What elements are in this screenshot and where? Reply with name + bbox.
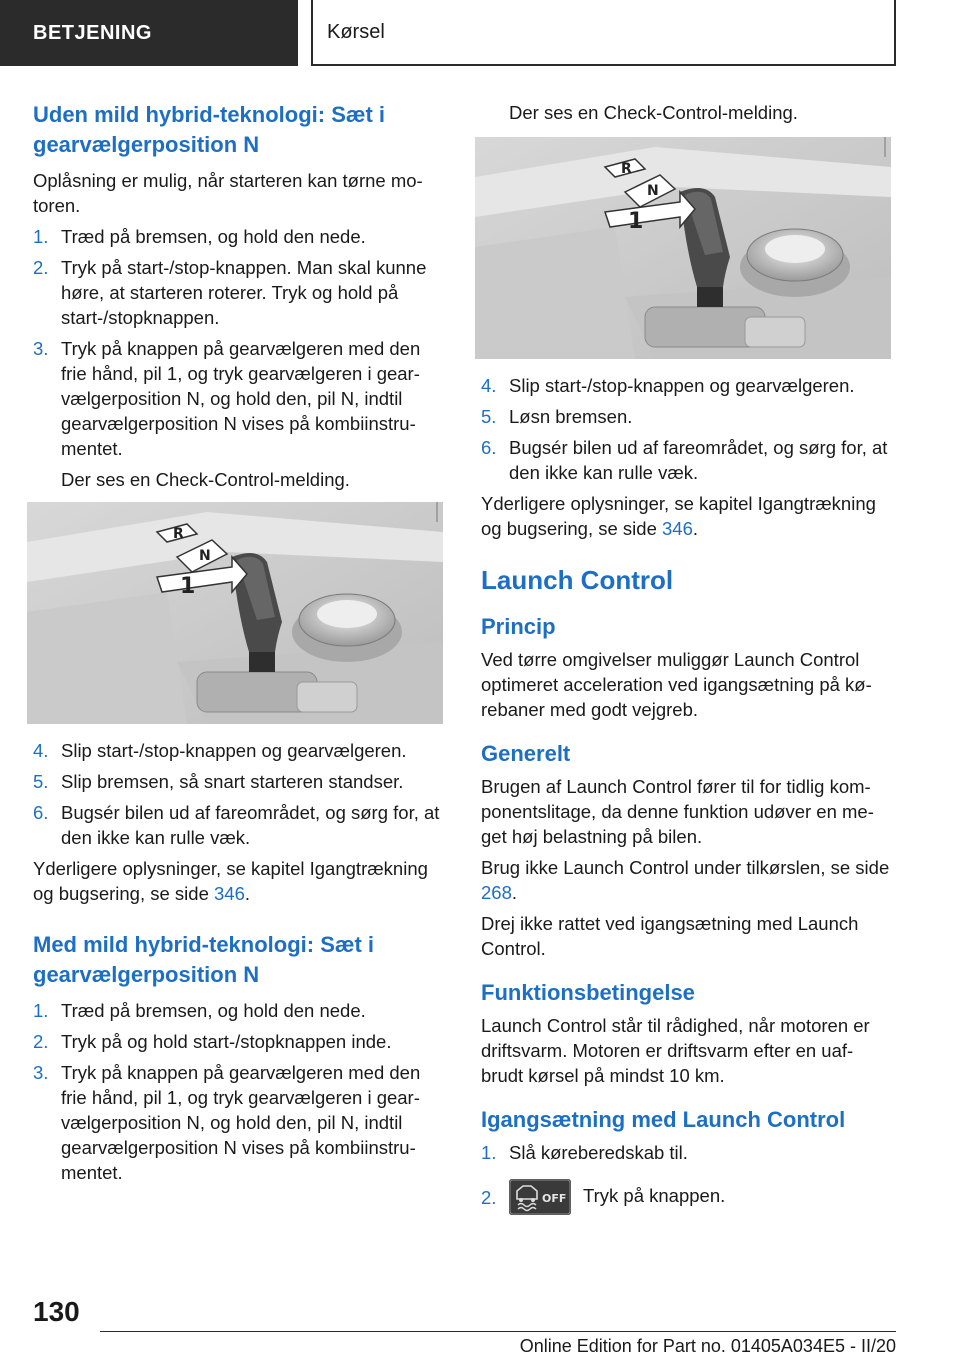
list-item: 3. Tryk på knappen på gearvælgeren med den frie hånd, pil 1, og tryk gearvælgeren i gear-vælgerposition N, og hold den, pil N, indtil gearvælgerposition N vises på kombiinstru-mentet. <box>33 1062 421 1183</box>
arrow-label-1: 1 <box>628 209 644 234</box>
check-control-note: Der ses en Check-Control-melding. <box>509 102 798 123</box>
heading-with-hybrid: Med mild hybrid-teknologi: Sæt i gearvælgerposition N <box>33 932 374 987</box>
generelt-paragraph-2: Brug ikke Launch Control under tilkørslen, se side 268. <box>481 857 890 903</box>
check-control-note: Der ses en Check-Control-melding. <box>61 469 350 490</box>
list-item: 1. Træd på bremsen, og hold den nede. <box>33 226 366 247</box>
heading-without-hybrid: Uden mild hybrid-teknologi: Sæt i gearvælgerposition N <box>33 102 385 157</box>
page-number: 130 <box>33 1296 80 1327</box>
arrow-label-r: R <box>173 526 184 542</box>
arrow-label-1: 1 <box>180 574 196 599</box>
intro-paragraph: Oplåsning er mulig, når starteren kan tørne mo-toren. <box>33 170 423 216</box>
arrow-label-n: N <box>647 183 659 199</box>
princip-paragraph: Ved tørre omgivelser muliggør Launch Control optimeret acceleration ved igangsætning på kø-rebaner med godt vejgreb. <box>481 649 872 720</box>
list-item: 4. Slip start-/stop-knappen og gearvælgeren. <box>33 740 407 761</box>
list-item: 3. Tryk på knappen på gearvælgeren med den frie hånd, pil 1, og tryk gearvælgeren i gear-vælgerposition N, og hold den, pil N, indtil gearvælgerposition N vises på kombiinstru-mentet. <box>33 338 421 459</box>
generelt-paragraph-1: Brugen af Launch Control fører til for tidlig kom-ponentslitage, da denne funktion udøver en me-get høj belastning på bilen. <box>481 776 874 847</box>
gear-selector-illustration <box>27 502 443 724</box>
chapter-title: Kørsel <box>311 0 896 66</box>
section-tab: BETJENING <box>0 0 298 66</box>
page-link-346[interactable]: 346 <box>662 518 693 539</box>
list-item: 4. Slip start-/stop-knappen og gearvælgeren. <box>481 375 855 396</box>
arrow-label-r: R <box>621 161 632 177</box>
heading-princip: Princip <box>481 614 556 639</box>
list-item: 1. Træd på bremsen, og hold den nede. <box>33 1000 366 1021</box>
left-column <box>33 100 445 1191</box>
launch-control-off-icon <box>509 1179 571 1215</box>
list-item: 5. Slip bremsen, så snart starteren standser. <box>33 771 404 792</box>
list-item: 1. Slå køreberedskab til. <box>481 1142 688 1163</box>
heading-generelt: Generelt <box>481 741 571 766</box>
launch-control-title: Launch Control <box>481 565 674 595</box>
edition-footer: Online Edition for Part no. 01405A034E5 - II/20 <box>519 1336 896 1356</box>
more-info-paragraph: Yderligere oplysninger, se kapitel Igangtrækning og bugsering, se side 346. <box>481 493 876 539</box>
right-column <box>481 100 893 1221</box>
gear-selector-illustration <box>475 137 891 359</box>
list-item: 2. Tryk på start-/stop-knappen. Man skal kunne høre, at starteren roterer. Tryk og hold på start-/stopknappen. <box>33 257 427 328</box>
page-link-346[interactable]: 346 <box>214 883 245 904</box>
list-item: 2. Tryk på og hold start-/stopknappen inde. <box>33 1031 392 1052</box>
footer-divider <box>100 1331 896 1332</box>
list-item: 2. OFF Tryk på knappen. <box>481 1179 893 1215</box>
svg-text:OFF: OFF <box>542 1192 567 1205</box>
heading-igangsaetning: Igangsætning med Launch Control <box>481 1107 846 1132</box>
more-info-paragraph: Yderligere oplysninger, se kapitel Igangtrækning og bugsering, se side 346. <box>33 858 428 904</box>
arrow-label-n: N <box>199 548 211 564</box>
generelt-paragraph-3: Drej ikke rattet ved igangsætning med Launch Control. <box>481 913 859 959</box>
heading-funktionsbetingelse: Funktionsbetingelse <box>481 980 695 1005</box>
list-item: 6. Bugsér bilen ud af fareområdet, og sørg for, at den ikke kan rulle væk. <box>481 437 888 483</box>
list-item: 6. Bugsér bilen ud af fareområdet, og sørg for, at den ikke kan rulle væk. <box>33 802 440 848</box>
page-link-268[interactable]: 268 <box>481 882 512 903</box>
list-item: 5. Løsn bremsen. <box>481 406 633 427</box>
funktion-paragraph: Launch Control står til rådighed, når motoren er driftsvarm. Motoren er driftsvarm efter en uaf-brudt kørsel på mindst 10 km. <box>481 1015 870 1086</box>
